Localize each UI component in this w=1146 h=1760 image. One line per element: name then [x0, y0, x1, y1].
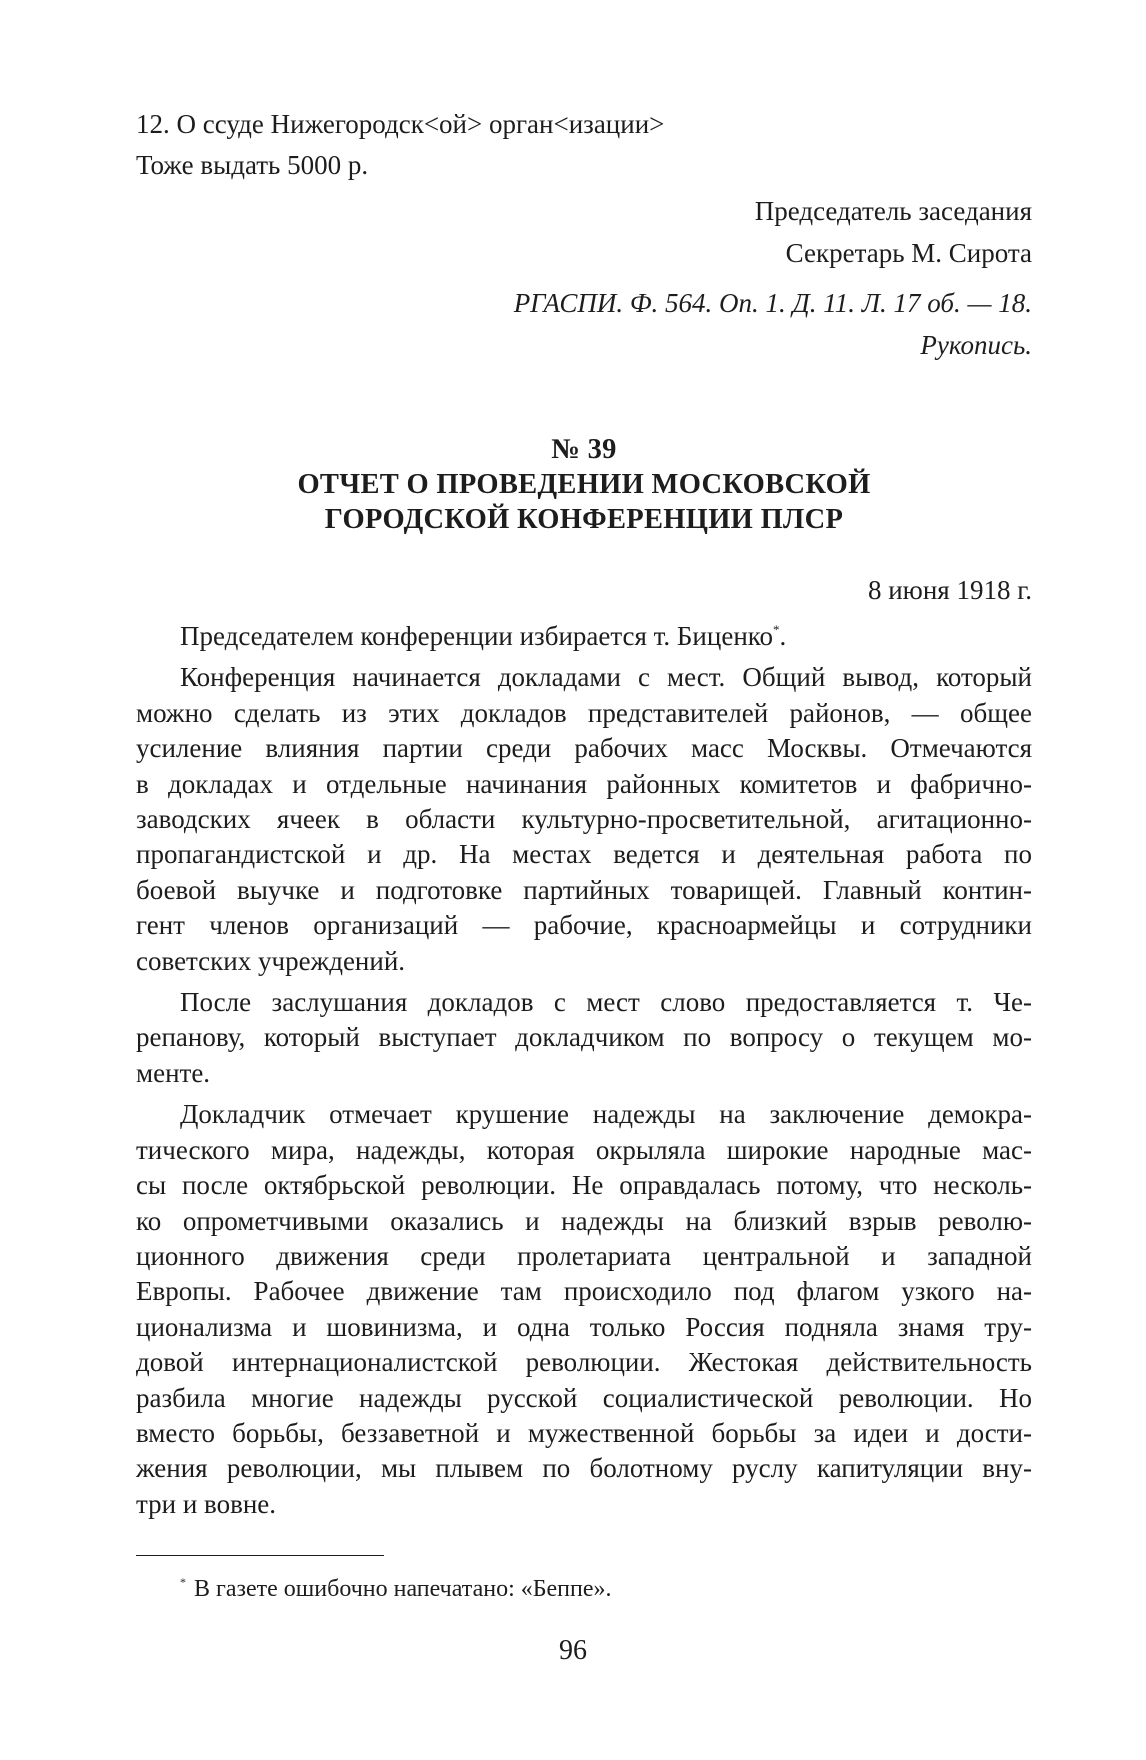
paragraph-1: Председателем конференции избирается т. Биценко*.: [180, 621, 787, 651]
paragraph-3: [136, 985, 1032, 1091]
text-line: ционализма и шовинизма, и одна только Россия подняла знамя тру-: [136, 1311, 1032, 1342]
text-line: можно сделать из этих докладов представителей районов, — общее: [136, 697, 1032, 728]
page-number: 96: [559, 1635, 587, 1666]
footnote-divider: [136, 1555, 384, 1556]
text-line: гент членов организаций — рабочие, красноармейцы и сотрудники: [136, 910, 1032, 941]
text-line: усиление влияния партии среди рабочих масс Москвы. Отмечаются: [136, 733, 1032, 764]
text-line: менте.: [136, 1057, 211, 1088]
text-line: Докладчик отмечает крушение надежды на заключение демокра-: [180, 1099, 1032, 1130]
text-line: тического мира, надежды, которая окрыляла широкие народные мас-: [136, 1134, 1032, 1165]
document-title-line1: ОТЧЕТ О ПРОВЕДЕНИИ МОСКОВСКОЙ: [297, 469, 871, 500]
text-line: три и вовне.: [136, 1488, 277, 1519]
document-heading: [136, 432, 1032, 537]
source-type: Рукопись.: [920, 330, 1032, 360]
text-line: Европы. Рабочее движение там происходило под флагом узкого на-: [136, 1276, 1032, 1307]
text-line: вместо борьбы, беззаветной и мужественной борьбы за идеи и дости-: [136, 1417, 1032, 1448]
footnote-mark: *: [180, 1575, 186, 1589]
archive-source: [136, 282, 1032, 366]
document-body: [136, 619, 1032, 1528]
text-line: разбила многие надежды русской социалистической революции. Но: [136, 1382, 1032, 1413]
footnote-text: В газете ошибочно напечатано: «Беппе».: [194, 1576, 612, 1602]
document-date: 8 июня 1918 г.: [867, 575, 1032, 605]
text-line: заводских ячеек в области культурно-просветительной, агитационно-: [136, 804, 1032, 835]
document-title-line2: ГОРОДСКОЙ КОНФЕРЕНЦИИ ПЛСР: [324, 504, 844, 535]
ledger-item: [136, 104, 1032, 186]
text-line: довой интернационалистской революции. Жестокая действительность: [136, 1347, 1032, 1378]
item-title: 12. О ссуде Нижегородск<ой> орган<изации>: [136, 109, 665, 139]
document-number: № 39: [551, 434, 617, 465]
text-line: Конференция начинается докладами с мест. Общий вывод, который: [180, 662, 1032, 693]
secretary-signature: Секретарь М. Сирота: [785, 238, 1032, 268]
text-line: ционного движения среди пролетариата центральной и западной: [136, 1240, 1032, 1271]
archive-reference: РГАСПИ. Ф. 564. Оп. 1. Д. 11. Л. 17 об. — 18.: [513, 288, 1032, 318]
item-decision: Тоже выдать 5000 р.: [136, 150, 369, 180]
text-line: советских учреждений.: [136, 945, 406, 976]
text-line: пропагандистской и др. На местах ведется и деятельная работа по: [136, 839, 1032, 870]
footnote: [180, 1573, 612, 1605]
text-line: репанову, который выступает докладчиком по вопросу о текущем мо-: [136, 1022, 1032, 1053]
text-line: в докладах и отдельные начинания районных комитетов и фабрично-: [136, 768, 1032, 799]
signature-block: [136, 190, 1032, 274]
text-line: боевой выучке и подготовке партийных товарищей. Главный контин-: [136, 874, 1032, 905]
chair-signature: Председатель заседания: [754, 196, 1032, 226]
footnote-marker: *: [773, 622, 780, 637]
text-line: сы после октябрьской революции. Не оправдалась потому, что несколь-: [136, 1170, 1032, 1201]
text-line: жения революции, мы плывем по болотному руслу капитуляции вну-: [136, 1453, 1032, 1484]
paragraph-2: [136, 660, 1032, 979]
paragraph-4: [136, 1097, 1032, 1522]
text-line: ко опрометчивыми оказались и надежды на близкий взрыв револю-: [136, 1205, 1032, 1236]
text-line: После заслушания докладов с мест слово предоставляется т. Че-: [180, 987, 1032, 1018]
